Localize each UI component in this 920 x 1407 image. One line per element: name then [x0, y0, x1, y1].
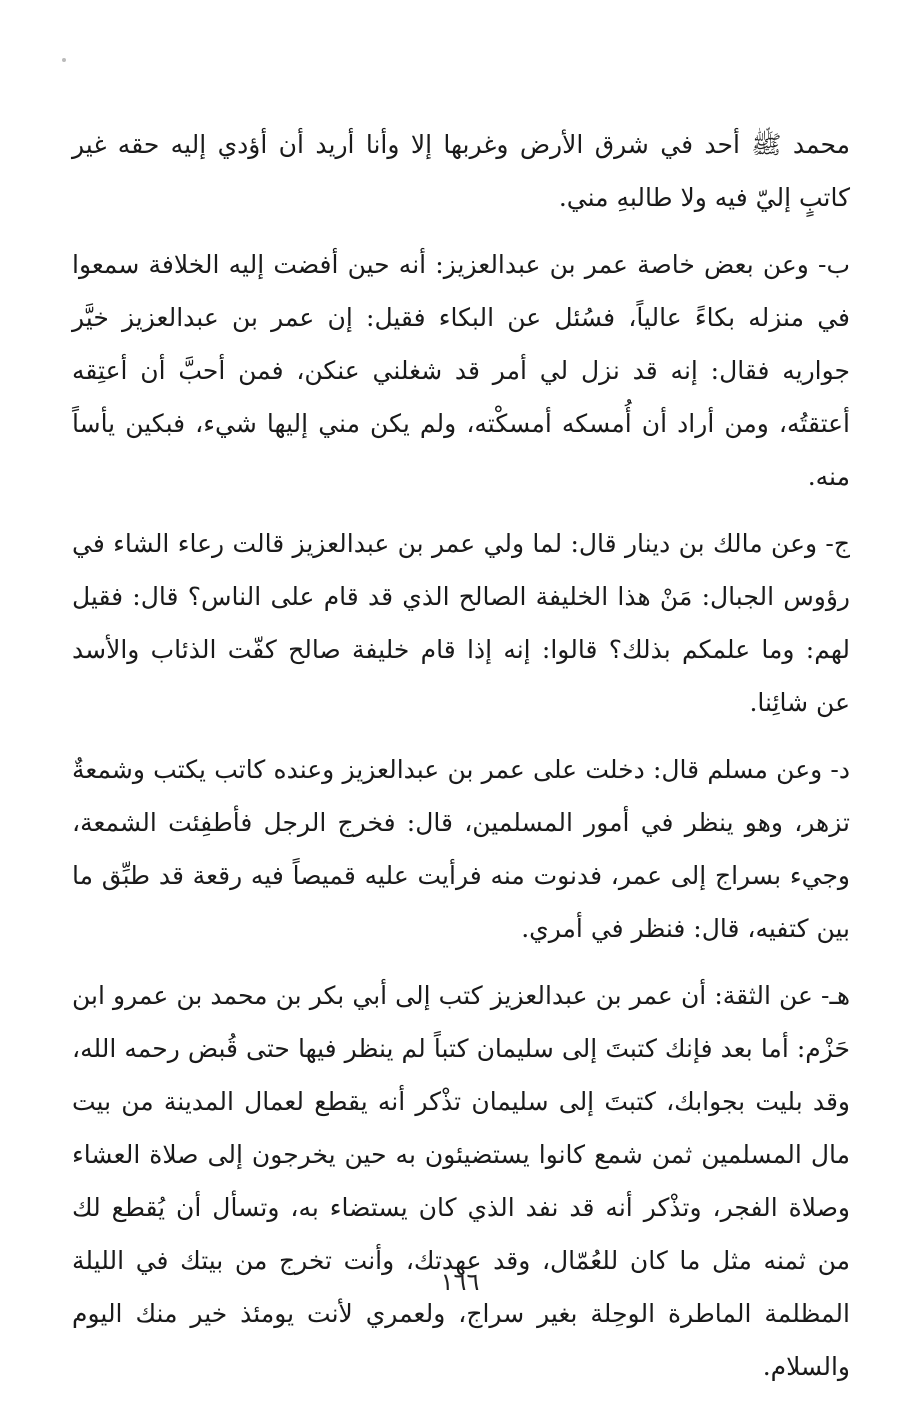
scan-speck-mark	[62, 58, 66, 62]
paragraph-d: د- وعن مسلم قال: دخلت على عمر بن عبدالعزيز وعنده كاتب يكتب وشمعةٌ تزهر، وهو ينظر في أمور المسلمين، قال: فخرج الرجل فأطفِئت الشمعة، وجيء بسراج إلى عمر، فدنوت منه فرأيت عليه قميصاً فيه رقعة قد طبِّق ما بين كتفيه، قال: فنظر في أمري.	[72, 755, 850, 943]
paragraph-h: هـ- عن الثقة: أن عمر بن عبدالعزيز كتب إلى أبي بكر بن محمد بن عمرو ابن حَزْم: أما بعد فإنك كتبتَ إلى سليمان كتباً لم ينظر فيها حتى قُبض رحمه الله، وقد بليت بجوابك، كتبتَ إلى سليمان تذْكر أنه يقطع لعمال المدينة من بيت مال المسلمين ثمن شمع كانوا يستضيئون به حين يخرجون إلى صلاة العشاء وصلاة الفجر، وتذْكر أنه قد نفد الذي كان يستضاء به، وتسأل أن يُقطع لك من ثمنه مثل ما كان للعُمّال، وقد عهدتك، وأنت تخرج من بيتك في الليلة المظلمة الماطرة الوحِلة بغير سراج، ولعمري لأنت يومئذ خير منك اليوم والسلام.	[72, 981, 850, 1381]
paragraph-b: ب- وعن بعض خاصة عمر بن عبدالعزيز: أنه حين أفضت إليه الخلافة سمعوا في منزله بكاءً عالياً، فسُئل عن البكاء فقيل: إن عمر بن عبدالعزيز خيَّر جواريه فقال: إنه قد نزل لي أمر قد شغلني عنكن، فمن أحبَّ أن أعتِقه أعتقتُه، ومن أراد أن أُمسكه أمسكْته، ولم يكن مني إليها شيء، فبكين يأساً منه.	[72, 250, 850, 491]
paragraph-intro: محمد ﷺ أحد في شرق الأرض وغربها إلا وأنا أريد أن أؤدي إليه حقه غير كاتبٍ إليّ فيه ولا طالبهِ مني.	[72, 130, 850, 212]
paragraph-c: ج- وعن مالك بن دينار قال: لما ولي عمر بن عبدالعزيز قالت رعاء الشاء في رؤوس الجبال: مَنْ هذا الخليفة الصالح الذي قد قام على الناس؟ قال: فقيل لهم: وما علمكم بذلك؟ قالوا: إنه إذا قام خليفة صالح كفّت الذئاب والأسد عن شائِنا.	[72, 529, 851, 717]
page-number: ١٦٦	[440, 1268, 480, 1296]
page-body-text	[72, 118, 850, 1407]
